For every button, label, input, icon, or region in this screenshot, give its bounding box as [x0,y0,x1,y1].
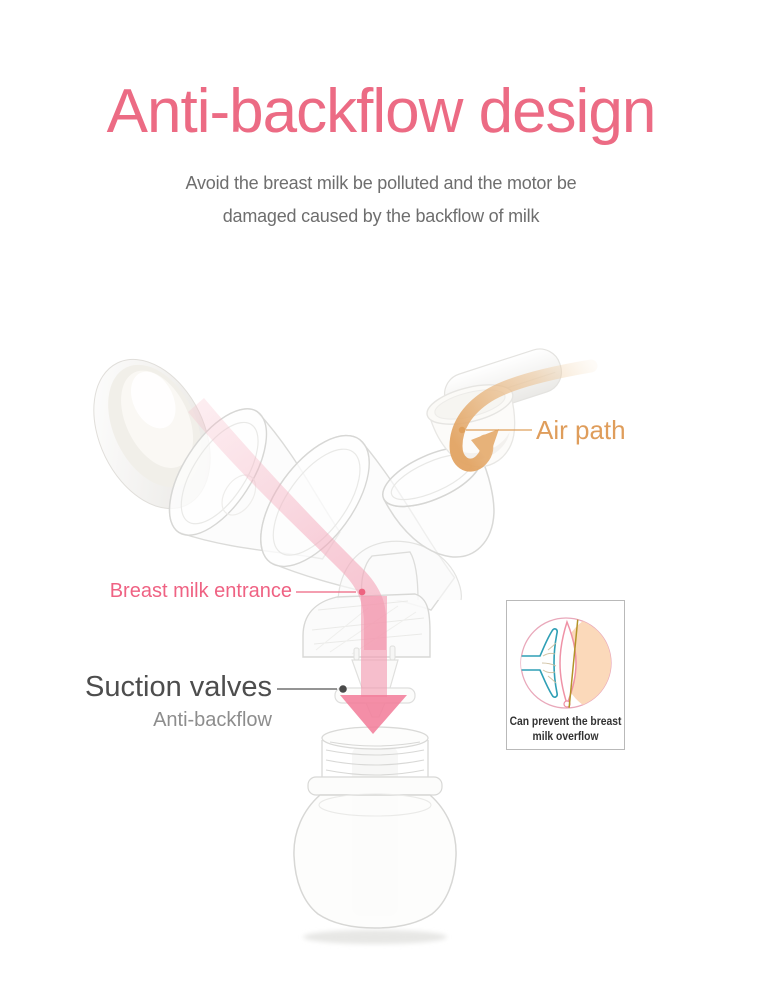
air-path-dot [459,427,465,433]
anti-backflow-label: Anti-backflow [153,709,272,731]
bottle-shadow [303,930,447,944]
breast-cross-section-diagram [507,601,624,713]
breast-pump-exploded-illustration [0,300,762,1000]
page-subtitle-line1: Avoid the breast milk be polluted and the motor be [185,173,577,193]
page-title: Anti-backflow design [106,77,656,146]
overflow-inset-box [506,600,625,750]
breast-milk-entrance-label: Breast milk entrance [109,580,292,602]
suction-valves-label-group [0,671,272,732]
air-path-label: Air path [536,415,626,445]
milk-entrance-dot [359,589,366,596]
inset-caption-line1: Can prevent the breast [509,714,622,728]
milk-bottle [294,727,456,928]
suction-valves-label: Suction valves [85,671,272,703]
page-subtitle-line2: damaged caused by the backflow of milk [222,206,540,226]
inset-caption [507,714,625,744]
suction-valves-dot [339,685,347,693]
inset-caption-line2: milk overflow [532,729,599,743]
